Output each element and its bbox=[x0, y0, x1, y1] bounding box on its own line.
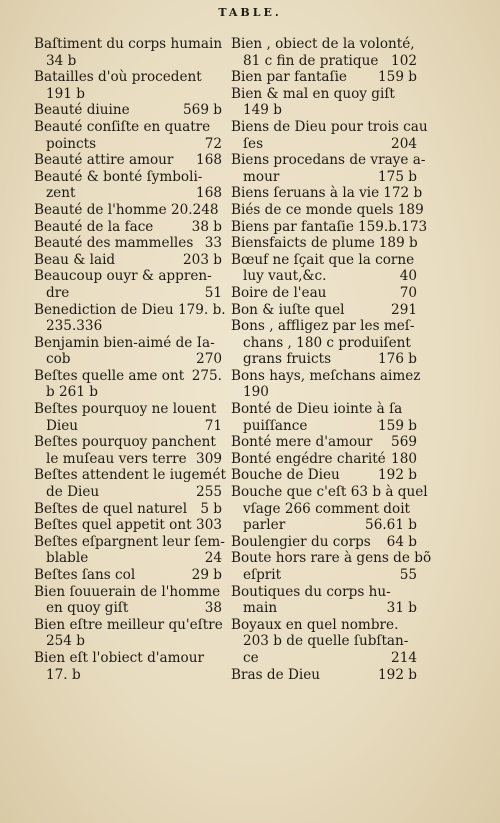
index-entry bbox=[34, 517, 222, 534]
page-reference: 24 bbox=[204, 550, 222, 567]
index-line bbox=[231, 650, 417, 667]
index-entry bbox=[231, 318, 417, 368]
index-entry bbox=[34, 235, 222, 252]
index-line bbox=[34, 169, 222, 186]
entry-text: Bouche de Dieu bbox=[231, 467, 340, 484]
entry-text: main bbox=[243, 600, 278, 617]
index-line bbox=[231, 86, 417, 103]
index-entry bbox=[34, 567, 222, 584]
page-reference: 291 bbox=[391, 301, 417, 318]
entry-text: ce bbox=[243, 649, 259, 666]
index-line bbox=[34, 384, 222, 401]
index-entry bbox=[231, 667, 417, 684]
index-line bbox=[34, 335, 222, 352]
page-reference: 29 b bbox=[191, 567, 222, 583]
index-line bbox=[231, 218, 428, 236]
entry-text: Boire de l'eau bbox=[231, 284, 327, 301]
index-entry bbox=[34, 434, 222, 467]
index-line bbox=[231, 268, 417, 285]
entry-text: Boute hors rare à gens de bõ bbox=[231, 550, 432, 567]
index-line bbox=[34, 53, 222, 70]
index-line bbox=[231, 185, 423, 202]
page-reference bbox=[219, 202, 223, 219]
page-reference: 159.b.173 bbox=[357, 218, 428, 235]
index-line bbox=[231, 152, 426, 169]
index-line bbox=[231, 418, 417, 435]
page-reference: 309 bbox=[196, 450, 222, 467]
index-line bbox=[34, 36, 222, 53]
entry-text: mour bbox=[243, 168, 280, 185]
index-line bbox=[34, 219, 222, 236]
index-line bbox=[34, 318, 222, 335]
entry-text: Biens procedans de vraye a- bbox=[231, 152, 426, 169]
entry-text: Biens de Dieu pour trois cau bbox=[231, 118, 428, 135]
entry-text: 149 b bbox=[243, 102, 282, 119]
entry-text: le muſeau vers terre bbox=[46, 450, 187, 467]
index-entry bbox=[34, 368, 222, 401]
index-line bbox=[231, 169, 417, 186]
index-entry bbox=[34, 533, 225, 567]
page-reference: 203 b bbox=[183, 251, 222, 268]
entry-text: Bouche que c'eſt 63 b à quel bbox=[231, 484, 428, 501]
index-line bbox=[34, 418, 222, 435]
index-line bbox=[34, 467, 226, 484]
page-reference: 255 bbox=[196, 484, 222, 501]
entry-text: Baſtiment du corps humain bbox=[34, 36, 223, 52]
index-line bbox=[231, 584, 417, 601]
page-reference: 176 b bbox=[378, 351, 417, 368]
index-line bbox=[34, 235, 222, 252]
page-reference bbox=[218, 169, 222, 186]
index-line bbox=[231, 550, 432, 567]
entry-text: Beauté conſiſte en quatre bbox=[34, 118, 211, 135]
index-entry bbox=[231, 235, 417, 252]
entry-text: Benediction de Dieu 179. b. bbox=[34, 301, 226, 318]
entry-text: 235.336 bbox=[46, 318, 103, 335]
entry-text: 191 b bbox=[46, 85, 85, 102]
entry-text: Bien eſtre meilleur qu'eſtre bbox=[34, 616, 223, 633]
index-line bbox=[231, 517, 417, 534]
page-reference bbox=[218, 335, 222, 352]
entry-text: Biensfaicts de plume bbox=[231, 235, 375, 252]
page-reference bbox=[420, 368, 424, 385]
index-line bbox=[34, 136, 222, 153]
index-line bbox=[231, 351, 417, 368]
page-reference bbox=[415, 36, 419, 53]
index-line bbox=[231, 467, 417, 484]
index-entry bbox=[34, 467, 226, 501]
page-reference: 168 bbox=[196, 185, 222, 202]
entry-text: Bon & iuſte quel bbox=[231, 301, 345, 318]
index-entry bbox=[231, 252, 417, 285]
page-reference bbox=[413, 335, 417, 352]
entry-text: Biés de ce monde quels 189 bbox=[231, 201, 424, 218]
index-line bbox=[231, 434, 417, 451]
index-entry bbox=[231, 218, 428, 236]
index-line bbox=[34, 567, 222, 584]
page-reference: 38 bbox=[204, 600, 222, 617]
entry-text: b 261 b bbox=[46, 384, 98, 401]
index-line bbox=[231, 384, 417, 401]
index-line bbox=[231, 484, 428, 501]
index-line bbox=[34, 667, 222, 684]
entry-text: Bons hays, meſchans aimez bbox=[231, 367, 421, 384]
index-line bbox=[34, 69, 222, 86]
index-entry bbox=[34, 152, 222, 169]
index-line bbox=[231, 501, 417, 518]
entry-text: Batailles d'où procedent bbox=[34, 69, 202, 86]
index-line bbox=[231, 567, 417, 584]
page-reference bbox=[218, 318, 222, 335]
entry-text: vſage 266 comment doit bbox=[243, 500, 411, 517]
index-entry bbox=[231, 69, 417, 86]
index-entry bbox=[34, 401, 222, 434]
index-entry bbox=[34, 301, 226, 335]
entry-text: Bien ſouuerain de l'homme bbox=[34, 583, 221, 600]
page-reference: 31 b bbox=[386, 600, 417, 617]
page-reference bbox=[225, 534, 229, 551]
index-entry bbox=[34, 119, 222, 152]
page-reference bbox=[413, 584, 417, 601]
page-reference bbox=[413, 384, 417, 401]
index-entry bbox=[34, 102, 222, 119]
index-line bbox=[231, 600, 417, 617]
page-reference bbox=[222, 36, 226, 53]
entry-text: Dieu bbox=[46, 417, 79, 434]
entry-text: Bonté de Dieu iointe à ſa bbox=[231, 401, 403, 418]
index-line bbox=[34, 617, 222, 634]
page-reference bbox=[218, 434, 222, 451]
index-entry bbox=[231, 534, 417, 551]
index-line bbox=[34, 650, 222, 667]
page-reference bbox=[218, 268, 222, 285]
index-entry bbox=[34, 252, 222, 269]
page-reference bbox=[226, 302, 230, 319]
entry-text: chans , 180 c produiſent bbox=[243, 334, 411, 351]
index-entry bbox=[34, 617, 222, 650]
index-entry bbox=[34, 69, 222, 102]
page-reference bbox=[218, 650, 222, 667]
index-line bbox=[231, 335, 417, 352]
page-reference: 55 bbox=[399, 567, 417, 583]
index-line bbox=[231, 451, 417, 468]
index-column-right bbox=[231, 36, 432, 683]
index-entry bbox=[231, 86, 417, 119]
page-reference bbox=[413, 102, 417, 119]
entry-text: Beſtes eſpargnent leur ſem- bbox=[34, 533, 225, 550]
page-reference bbox=[218, 401, 222, 418]
index-line bbox=[34, 633, 222, 650]
index-line bbox=[231, 201, 424, 219]
entry-text: Beauté attire amour bbox=[34, 152, 174, 169]
page-reference bbox=[431, 550, 435, 567]
index-line bbox=[231, 235, 417, 252]
page-reference bbox=[218, 53, 222, 70]
index-line bbox=[34, 202, 222, 219]
index-line bbox=[231, 252, 417, 269]
index-line bbox=[231, 617, 417, 634]
page-reference bbox=[220, 584, 224, 601]
index-line bbox=[231, 633, 417, 650]
index-line bbox=[231, 401, 417, 418]
entry-text: Beaucoup ouyr & appren- bbox=[34, 268, 212, 285]
entry-text: ſes bbox=[243, 135, 264, 152]
index-entry bbox=[231, 484, 428, 534]
page-reference: 72 bbox=[204, 135, 222, 152]
index-line bbox=[231, 285, 417, 302]
index-entry bbox=[34, 268, 222, 301]
index-line bbox=[231, 302, 417, 319]
page-reference: 71 bbox=[204, 417, 222, 434]
page-reference: 51 bbox=[204, 284, 222, 301]
page-header: TABLE. bbox=[218, 6, 282, 19]
entry-text: zent bbox=[46, 185, 76, 202]
page-reference: 33 bbox=[204, 235, 222, 252]
page-reference: 214 bbox=[391, 649, 417, 666]
entry-text: Beauté des mammelles bbox=[34, 235, 194, 252]
entry-text: Bras de Dieu bbox=[231, 666, 321, 683]
page-reference: 204 bbox=[391, 135, 417, 152]
entry-text: parler bbox=[243, 517, 286, 534]
page-reference: 189 b bbox=[378, 235, 418, 252]
entry-text: Beſtes pourquoy panchent bbox=[34, 434, 216, 451]
entry-text: cob bbox=[46, 351, 71, 368]
index-line bbox=[34, 533, 225, 551]
index-line bbox=[34, 451, 222, 468]
index-entry bbox=[231, 467, 417, 484]
page-reference bbox=[218, 119, 222, 136]
entry-text: 203 b de quelle ſubſtan- bbox=[243, 633, 409, 650]
index-line bbox=[34, 86, 222, 103]
page-reference bbox=[226, 467, 230, 484]
index-line bbox=[231, 136, 417, 153]
index-entry bbox=[231, 367, 421, 401]
index-entry bbox=[231, 550, 432, 583]
entry-text: Bœuf ne ſçait que la corne bbox=[231, 251, 415, 268]
entry-text: luy vaut,&c. bbox=[243, 268, 327, 285]
page-reference: 102 bbox=[391, 52, 417, 69]
entry-text: en quoy giſt bbox=[46, 600, 129, 617]
page-reference: 64 b bbox=[386, 533, 417, 550]
entry-text: Beauté diuine bbox=[34, 102, 130, 119]
entry-text: Boyaux en quel nombre. bbox=[231, 616, 399, 633]
page-reference: 569 bbox=[391, 434, 417, 451]
index-line bbox=[34, 268, 222, 285]
page-reference: 172 b bbox=[383, 185, 423, 202]
index-entry bbox=[231, 36, 417, 69]
page-reference bbox=[223, 617, 227, 634]
index-entry bbox=[231, 401, 417, 434]
entry-text: Beſtes ſans col bbox=[34, 567, 136, 583]
entry-text: Bonté mere d'amour bbox=[231, 434, 373, 451]
entry-text: Bien eſt l'obiect d'amour bbox=[34, 649, 204, 666]
page-reference bbox=[424, 202, 428, 219]
index-line bbox=[34, 550, 222, 567]
entry-text: Bien , obiect de la volonté, bbox=[231, 36, 415, 52]
entry-text: Beſtes de quel naturel bbox=[34, 500, 188, 517]
index-line bbox=[34, 484, 222, 501]
entry-text: Beauté de l'homme 20.248 bbox=[34, 201, 219, 218]
index-entry bbox=[34, 169, 222, 202]
page-reference bbox=[218, 633, 222, 650]
index-line bbox=[231, 53, 417, 70]
entry-text: Boutiques du corps hu- bbox=[231, 583, 391, 600]
entry-text: Beſtes quel appetit ont bbox=[34, 517, 192, 534]
index-entry bbox=[34, 219, 222, 236]
entry-text: Beauté & bonté ſymboli- bbox=[34, 168, 203, 185]
index-entry bbox=[231, 434, 417, 451]
page-reference: 5 b bbox=[200, 500, 222, 517]
entry-text: Bonté engédre charité bbox=[231, 450, 386, 467]
entry-text: Beſtes attendent le iugemét bbox=[34, 467, 226, 484]
index-line bbox=[34, 252, 222, 269]
index-line bbox=[34, 368, 222, 385]
page-reference: 70 bbox=[399, 284, 417, 301]
page-reference: 40 bbox=[399, 268, 417, 285]
index-line bbox=[231, 318, 417, 335]
page-reference bbox=[413, 401, 417, 418]
page-reference bbox=[218, 69, 222, 86]
index-entry bbox=[231, 617, 417, 667]
page-reference: 275. bbox=[191, 367, 222, 384]
page-reference: 192 b bbox=[378, 467, 417, 484]
page-reference: 192 b bbox=[378, 666, 417, 683]
index-entry bbox=[231, 118, 428, 152]
page-reference bbox=[413, 633, 417, 650]
entry-text: eſprit bbox=[243, 567, 282, 583]
page-reference: 168 bbox=[196, 152, 222, 169]
page-reference bbox=[414, 252, 418, 269]
entry-text: 34 b bbox=[46, 52, 77, 69]
page-reference bbox=[425, 152, 429, 169]
entry-text: de Dieu bbox=[46, 484, 100, 501]
index-entry bbox=[231, 185, 423, 202]
index-line bbox=[34, 351, 222, 368]
index-line bbox=[231, 102, 417, 119]
entry-text: Bons , affligez par les meſ- bbox=[231, 318, 415, 335]
index-line bbox=[34, 119, 222, 136]
index-entry bbox=[34, 584, 222, 617]
index-line bbox=[231, 667, 417, 684]
page-reference: 175 b bbox=[378, 168, 417, 185]
page-reference bbox=[428, 484, 432, 501]
page-reference bbox=[218, 384, 222, 401]
entry-text: grans fruicts bbox=[243, 351, 332, 368]
entry-text: Beſtes pourquoy ne louent bbox=[34, 401, 217, 418]
entry-text: Bien par fantaſie bbox=[231, 69, 347, 86]
entry-text: 17. b bbox=[46, 666, 81, 683]
index-entry bbox=[231, 201, 424, 219]
index-entry bbox=[34, 501, 222, 518]
page-reference: 270 bbox=[196, 351, 222, 368]
page-reference bbox=[414, 318, 418, 335]
entry-text: Benjamin bien-aimé de Ia- bbox=[34, 334, 215, 351]
index-line bbox=[34, 434, 222, 451]
entry-text: 254 b bbox=[46, 633, 85, 650]
index-line bbox=[34, 600, 222, 617]
page-reference: 303 bbox=[196, 517, 222, 534]
index-line bbox=[34, 501, 222, 518]
entry-text: puiſſance bbox=[243, 417, 308, 434]
entry-text: Boulengier du corps bbox=[231, 533, 371, 550]
page-reference bbox=[413, 501, 417, 518]
index-line bbox=[34, 401, 222, 418]
entry-text: poincts bbox=[46, 135, 97, 152]
index-line bbox=[34, 185, 222, 202]
index-line bbox=[34, 285, 222, 302]
index-entry bbox=[34, 202, 222, 219]
page-reference bbox=[428, 119, 432, 136]
index-entry bbox=[231, 302, 417, 319]
page-reference bbox=[218, 86, 222, 103]
index-line bbox=[231, 69, 417, 86]
entry-text: Biens ſeruans à la vie bbox=[231, 185, 380, 202]
page-reference: 159 b bbox=[378, 417, 417, 434]
index-line bbox=[34, 584, 222, 601]
page-reference: 159 b bbox=[378, 69, 417, 86]
index-line bbox=[34, 301, 226, 319]
entry-text: Biens par fantaſie bbox=[231, 218, 354, 235]
entry-text: Beſtes quelle ame ont bbox=[34, 367, 185, 384]
page-reference: 56.61 b bbox=[365, 517, 417, 534]
entry-text: dre bbox=[46, 284, 70, 301]
index-entry bbox=[34, 36, 222, 69]
page-reference bbox=[413, 617, 417, 634]
entry-text: Bien & mal en quoy giſt bbox=[231, 85, 395, 102]
index-line bbox=[34, 152, 222, 169]
entry-text: blable bbox=[46, 550, 89, 567]
index-line bbox=[231, 36, 417, 53]
index-entry bbox=[34, 650, 222, 683]
page-reference: 180 bbox=[391, 450, 417, 467]
index-entry bbox=[231, 285, 417, 302]
entry-text: 81 c fin de pratique bbox=[243, 52, 379, 69]
index-line bbox=[34, 102, 222, 119]
index-entry bbox=[231, 584, 417, 617]
index-line bbox=[231, 118, 428, 136]
page-reference bbox=[413, 86, 417, 103]
index-line bbox=[231, 367, 421, 385]
index-entry bbox=[231, 451, 417, 468]
index-line bbox=[231, 534, 417, 551]
page-reference bbox=[218, 667, 222, 684]
index-entry bbox=[231, 152, 426, 185]
index-line bbox=[34, 517, 222, 534]
index-column-left bbox=[34, 36, 226, 683]
entry-text: Beau & laid bbox=[34, 251, 116, 268]
entry-text: 190 bbox=[243, 384, 269, 401]
index-entry bbox=[34, 335, 222, 368]
entry-text: Beauté de la face bbox=[34, 218, 154, 235]
page-reference: 38 b bbox=[191, 218, 222, 235]
page-reference: 569 b bbox=[183, 102, 222, 119]
